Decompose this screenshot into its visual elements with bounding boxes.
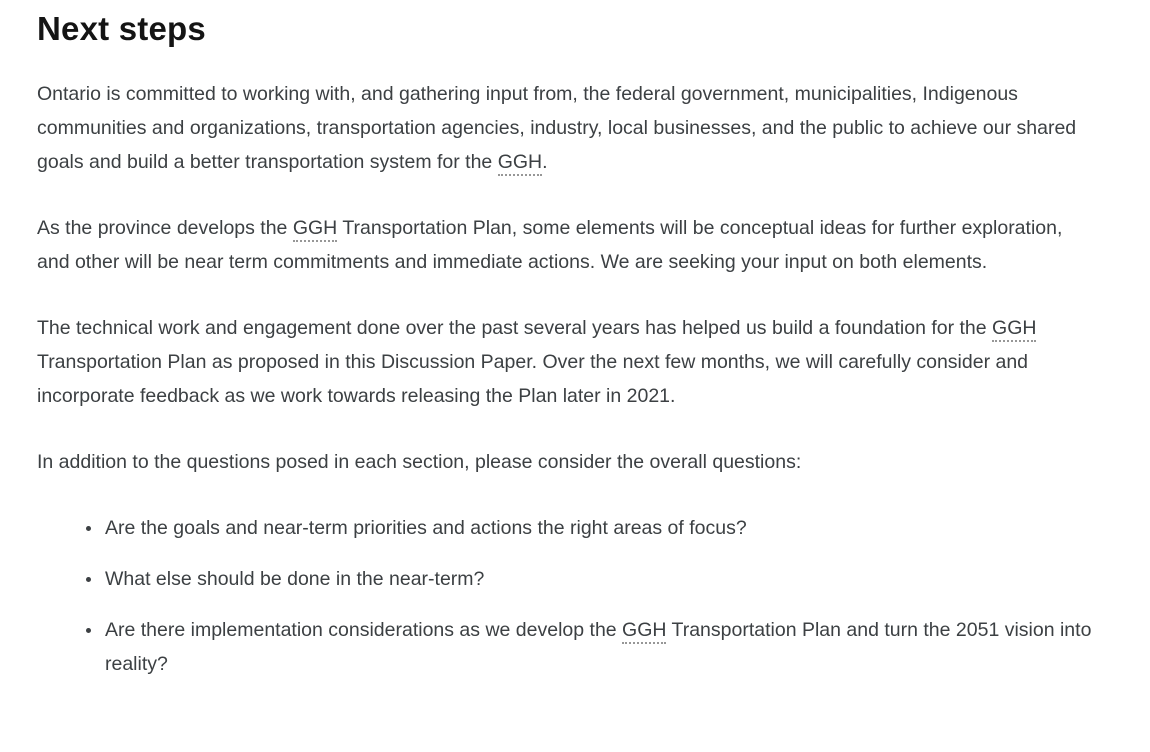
- paragraph-text: Transportation Plan, some elements will be conceptual ideas for further exploration, and other will be near term commitments and immediate actions. We are seeking your input on both elements.: [37, 216, 1063, 273]
- ggh-abbreviation[interactable]: GGH: [498, 151, 542, 176]
- ggh-abbreviation[interactable]: GGH: [293, 217, 337, 242]
- ggh-abbreviation[interactable]: GGH: [992, 317, 1036, 342]
- paragraph-text: .: [542, 150, 548, 173]
- ggh-abbreviation[interactable]: GGH: [622, 619, 666, 644]
- paragraph-plan-elements: [37, 211, 1092, 279]
- list-item-text: Are there implementation considerations as we develop the: [105, 618, 623, 641]
- list-item-implementation: [103, 613, 1092, 681]
- list-item-text: What else should be done in the near-term?: [105, 567, 485, 590]
- paragraph-text: Ontario is committed to working with, and gathering input from, the federal government, municipalities, Indigenous communities and organizations, transportation agencies, industry, local businesses, and the public to achieve our shared goals and build a better transportation system for the: [37, 82, 1077, 173]
- paragraph-ontario-commitment: [37, 77, 1092, 179]
- paragraph-text: As the province develops the: [37, 216, 293, 239]
- list-item-text: Transportation Plan and turn the 2051 vision into reality?: [105, 618, 1092, 675]
- paragraph-technical-work: [37, 311, 1092, 413]
- list-item-text: Are the goals and near-term priorities and actions the right areas of focus?: [105, 516, 747, 539]
- page-title: Next steps: [37, 10, 206, 47]
- paragraph-text: The technical work and engagement done over the past several years has helped us build a foundation for the: [37, 316, 993, 339]
- questions-list: [37, 511, 1092, 681]
- paragraph-text: Transportation Plan as proposed in this Discussion Paper. Over the next few months, we will carefully consider and incorporate feedback as we work towards releasing the Plan later in 2021.: [37, 350, 1029, 407]
- list-item-goals-focus: [103, 511, 1092, 545]
- article-content: [37, 10, 1092, 681]
- paragraph-text: In addition to the questions posed in each section, please consider the overall questions:: [37, 450, 802, 473]
- list-item-near-term: [103, 562, 1092, 596]
- paragraph-overall-questions-intro: [37, 445, 1092, 479]
